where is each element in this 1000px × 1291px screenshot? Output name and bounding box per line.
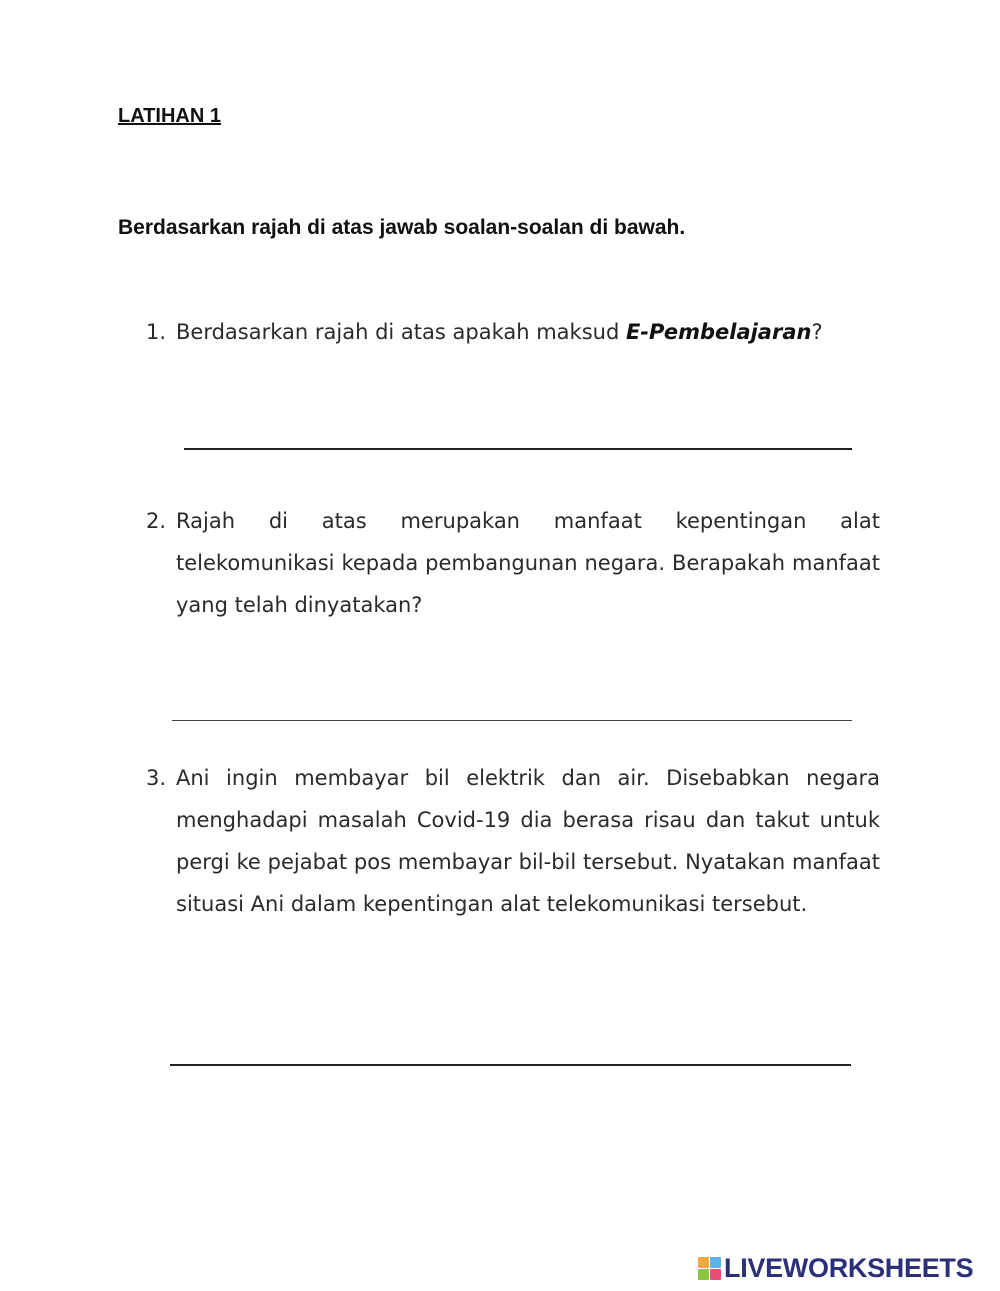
question-number: 1. <box>146 320 167 344</box>
question-text: Rajah di atas merupakan manfaat kepentingan alat telekomunikasi kepada pembangunan negara. Berapakah manfaat yang telah dinyatakan? <box>176 509 880 617</box>
liveworksheets-logo <box>698 1253 973 1284</box>
emphasis-term: E-Pembelajaran <box>625 320 812 344</box>
question-text: Berdasarkan rajah di atas apakah maksud E-Pembelajaran? <box>176 320 823 344</box>
question-number: 3. <box>146 766 167 790</box>
question-1 <box>146 311 880 353</box>
question-text: Ani ingin membayar bil elektrik dan air. Disebabkan negara menghadapi masalah Covid-19 dia berasa risau dan takut untuk pergi ke pejabat pos membayar bil-bil tersebut. Nyatakan manfaat situasi Ani dalam kepentingan alat telekomunikasi tersebut. <box>176 766 880 916</box>
worksheet-title: LATIHAN 1 <box>118 105 221 127</box>
instruction-text: Berdasarkan rajah di atas jawab soalan-soalan di bawah. <box>118 216 686 239</box>
answer-line-1[interactable] <box>184 448 852 450</box>
answer-line-3[interactable] <box>170 1064 851 1066</box>
logo-mark-icon <box>698 1257 721 1280</box>
question-2 <box>146 500 880 626</box>
answer-line-2[interactable] <box>172 720 852 721</box>
brand-name: LIVEWORKSHEETS <box>724 1253 974 1283</box>
question-3 <box>146 757 880 925</box>
question-number: 2. <box>146 509 167 533</box>
